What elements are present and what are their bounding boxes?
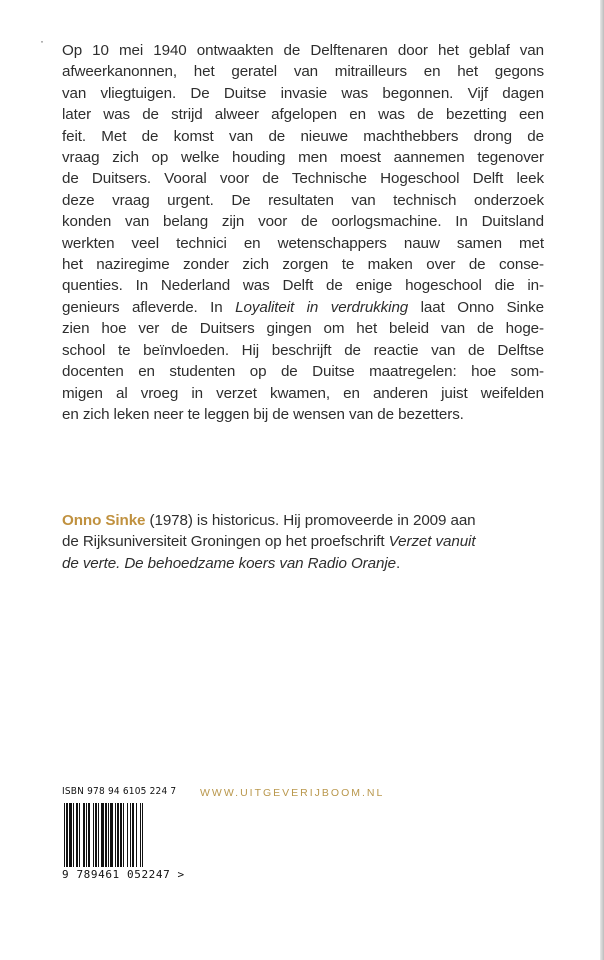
- barcode-bar: [110, 803, 113, 867]
- blurb-line: afweerkanonnen, het geratel van mitrailleurs en het gegons: [62, 63, 544, 81]
- barcode-bar: [127, 803, 128, 867]
- publisher-website: WWW.UITGEVERIJBOOM.NL: [200, 787, 385, 799]
- barcode-bar: [142, 803, 143, 867]
- thesis-title: Verzet vanuit: [388, 533, 476, 551]
- blurb-line: en zich leken neer te leggen bij de wensen van de bezetters.: [62, 405, 464, 423]
- barcode-bar: [120, 803, 122, 867]
- blurb-line-start: genieurs afleverde. In: [62, 298, 236, 316]
- barcode-bar: [76, 803, 78, 867]
- blurb-line: later was de strijd alweer afgelopen en was de bezetting een: [62, 106, 544, 124]
- barcode-bar: [101, 803, 104, 867]
- bio-line-1: [62, 510, 544, 531]
- barcode-bar: [69, 803, 72, 867]
- thesis-title-cont: de verte. De behoedzame koers van Radio Oranje: [62, 554, 396, 572]
- blurb-line: Op 10 mei 1940 ontwaakten de Delftenaren door het geblaf van: [62, 42, 544, 59]
- barcode-bar: [64, 803, 65, 867]
- blurb-line: school te beïnvloeden. Hij beschrijft de reactie van de Delftse: [62, 341, 544, 359]
- barcode-bar: [117, 803, 119, 867]
- blurb-line-title: [62, 297, 544, 318]
- barcode-bar: [140, 803, 141, 867]
- blurb-line: docenten en studenten op de Duitse maatregelen: hoe som-: [62, 363, 544, 381]
- barcode-bar: [130, 803, 131, 867]
- barcode-bar: [73, 803, 74, 867]
- author-name: Onno Sinke: [62, 512, 146, 529]
- bio-line-2: [62, 531, 544, 552]
- blurb-line: zien hoe ver de Duitsers gingen om het beleid van de hoge-: [62, 320, 544, 338]
- barcode-bar: [108, 803, 109, 867]
- speck: ·: [40, 34, 44, 48]
- blurb-line: migen al vroeg in verzet kwamen, en anderen juist weifelden: [62, 384, 544, 402]
- blurb-paragraph: [62, 40, 544, 425]
- barcode-bar: [105, 803, 107, 867]
- isbn-label: ISBN 978 94 6105 224 7: [62, 786, 177, 797]
- barcode-bar: [66, 803, 68, 867]
- barcode-digits: 9 789461 052247 >: [62, 868, 185, 881]
- bio-text: (1978) is historicus. Hij promoveerde in 2009 aan: [145, 512, 476, 529]
- author-bio: [62, 510, 544, 574]
- blurb-line: werkten veel technici en wetenschappers nauw samen met: [62, 234, 544, 252]
- book-title: Loyaliteit in verdrukking: [235, 298, 409, 316]
- barcode-bar: [123, 803, 124, 867]
- barcode-bar: [88, 803, 90, 867]
- barcode-icon: [62, 803, 178, 867]
- bio-line-3: [62, 553, 544, 574]
- page-edge: [600, 0, 604, 960]
- blurb-line: deze vraag urgent. De resultaten van technisch onderzoek: [62, 191, 544, 209]
- barcode-bar: [95, 803, 97, 867]
- barcode-bar: [86, 803, 87, 867]
- blurb-line: konden van belang zijn voor de oorlogsmachine. In Duitsland: [62, 213, 544, 231]
- barcode-bar: [93, 803, 94, 867]
- blurb-line-tail: laat Onno Sinke: [408, 298, 544, 316]
- barcode: [62, 803, 178, 867]
- blurb-line: vraag zich op welke houding men moest aannemen tegenover: [62, 149, 544, 167]
- bio-text: de Rijksuniversiteit Groningen op het proefschrift: [62, 533, 389, 551]
- blurb-line: feit. Met de komst van de nieuwe machthebbers drong de: [62, 127, 544, 145]
- barcode-bar: [79, 803, 80, 867]
- barcode-bar: [115, 803, 116, 867]
- barcode-bar: [136, 803, 137, 867]
- barcode-bar: [98, 803, 99, 867]
- blurb-line: quenties. In Nederland was Delft de enige hogeschool die in-: [62, 277, 544, 295]
- blurb-line: het naziregime zonder zich zorgen te maken over de conse-: [62, 256, 544, 274]
- bio-text: .: [395, 554, 401, 572]
- blurb-line: van vliegtuigen. De Duitse invasie was begonnen. Vijf dagen: [62, 84, 544, 102]
- barcode-bar: [132, 803, 134, 867]
- barcode-bar: [83, 803, 85, 867]
- blurb-line: de Duitsers. Vooral voor de Technische Hogeschool Delft leek: [62, 170, 544, 188]
